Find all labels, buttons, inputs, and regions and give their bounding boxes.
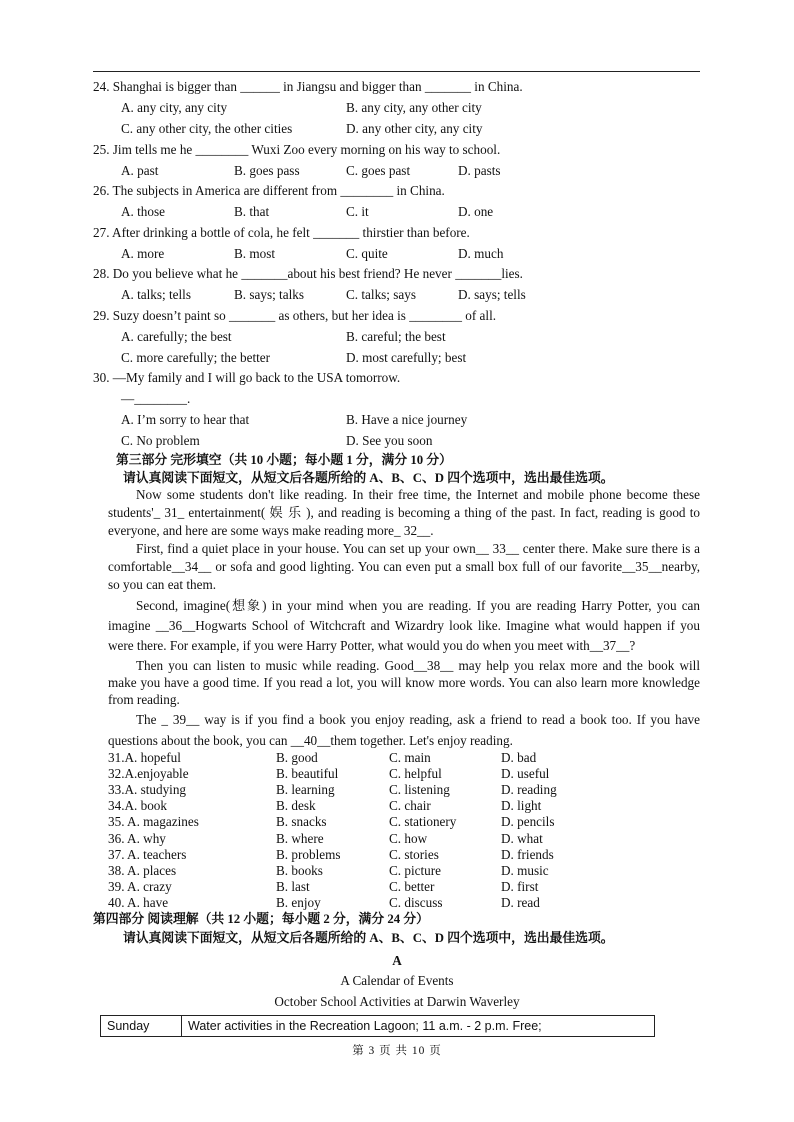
cloze-option: D. light [501,798,542,814]
question-26-option-b: B. that [234,204,270,219]
question-28-option-d: D. says; tells [458,287,526,302]
question-25-option-d: D. pasts [458,163,501,178]
table-row [101,1016,655,1037]
cloze-paragraph-1: Now some students don't like reading. In their free time, the Internet and mobile phone become these students'_ 31_ entertainment( 娱 乐 ), and reading is becoming a thing of the past. In fact, reading is good to everyone, and here are some ways make reading more_ 32__. [108,487,700,538]
question-30-option-c: C. No problem [121,433,200,448]
page-footer: 第 3 页 共 10 页 [352,1045,442,1057]
cloze-option: 40. A. have [108,894,169,910]
cloze-option: 34.A. book [108,798,167,814]
question-26-option-c: C. it [346,204,369,219]
question-24-option-b: B. any city, any other city [346,100,482,115]
passage-label: A [392,953,402,968]
cloze-option: C. main [389,750,431,765]
cloze-option: 39. A. crazy [108,878,172,894]
question-28-option-b: B. says; talks [234,287,304,302]
cloze-paragraph-4: Then you can listen to music while reading. Good__38__ may help you relax more and the book will make you have a good time. If you read a lot, you will know more words. You can also learn more knowledge from reading. [108,658,700,707]
question-30-option-b: B. Have a nice journey [346,412,468,427]
question-25-option-a: A. past [121,163,159,178]
section-4-title: 第四部分 阅读理解（共 12 小题；每小题 2 分，满分 24 分） [93,912,429,926]
question-25-stem: 25. Jim tells me he ________ Wuxi Zoo every morning on his way to school. [93,142,501,157]
question-29-stem: 29. Suzy doesn’t paint so _______ as others, but her idea is ________ of all. [93,308,497,323]
section-3-title: 第三部分 完形填空（共 10 小题；每小题 1 分，满分 10 分） [116,453,452,467]
cloze-option: D. pencils [501,814,555,830]
cloze-option: D. friends [501,846,554,862]
cloze-option: C. how [389,830,428,846]
cloze-option: B. good [276,750,318,765]
question-27-stem: 27. After drinking a bottle of cola, he felt _______ thirstier than before. [93,225,470,240]
cloze-option: D. what [501,830,543,846]
question-27-option-d: D. much [458,246,504,261]
cloze-option: C. picture [389,862,442,878]
cloze-option: C. listening [389,782,450,798]
cloze-option: B. learning [276,782,335,798]
cloze-paragraph-3: Second, imagine(想象) in your mind when you are reading. If you are reading Harry Potter, you can imagine __36__Hogwarts School of Witchcraft and Wizardry look like. Imagine what would happen if you were there. For example, if you were Harry Potter, what would you do when you meet with__37__? [108,598,700,653]
question-24-option-a: A. any city, any city [121,100,228,115]
section-3-instruction: 请认真阅读下面短文，从短文后各题所给的 A、B、C、D 四个选项中，选出最佳选项。 [123,471,614,485]
question-26-option-d: D. one [458,204,494,219]
cloze-option: B. enjoy [276,894,321,910]
events-table [100,1015,655,1037]
cloze-option: D. music [501,862,549,878]
question-27-option-a: A. more [121,246,165,261]
cloze-option: C. discuss [389,894,443,910]
cloze-option: B. books [276,862,323,878]
cloze-option: 33.A. studying [108,782,187,798]
cloze-option: C. stories [389,846,439,862]
cloze-option: C. chair [389,798,431,814]
passage-title: A Calendar of Events [340,973,454,988]
cloze-option: 35. A. magazines [108,814,199,830]
cloze-option: 36. A. why [108,830,166,846]
question-29-option-c: C. more carefully; the better [121,350,271,365]
cloze-option: D. useful [501,766,550,782]
cloze-paragraph-2: First, find a quiet place in your house. You can set up your own__ 33__ center there. Make sure there is a comfortable__34__ or sofa and good lighting. You can even put a small box full of our favorite__35__nearby, so you can eat them. [108,541,700,592]
cloze-option: B. problems [276,846,341,862]
table-cell-day: Sunday [101,1016,182,1037]
cloze-option: 38. A. places [108,862,177,878]
cloze-option: C. helpful [389,766,442,782]
cloze-option: D. bad [501,750,537,765]
question-30-response-blank: —________. [121,391,191,406]
header-rule [93,71,700,72]
question-29-option-b: B. careful; the best [346,329,446,344]
cloze-option: C. stationery [389,814,457,830]
question-29-option-a: A. carefully; the best [121,329,232,344]
cloze-option: D. first [501,878,539,894]
question-28-stem: 28. Do you believe what he _______about his best friend? He never _______lies. [93,266,523,281]
cloze-option: B. beautiful [276,766,339,782]
cloze-paragraph-5: The _ 39__ way is if you find a book you enjoy reading, ask a friend to read a book too. If you have questions about the book, you can __40__them together. Let's enjoy reading. [108,712,700,748]
cloze-option: 32.A.enjoyable [108,766,189,782]
cloze-option: C. better [389,878,435,894]
question-24-stem: 24. Shanghai is bigger than ______ in Jiangsu and bigger than _______ in China. [93,79,523,94]
question-27-option-c: C. quite [346,246,388,261]
question-30-option-d: D. See you soon [346,433,433,448]
cloze-option: B. desk [276,798,316,814]
question-26-option-a: A. those [121,204,165,219]
question-29-option-d: D. most carefully; best [346,350,467,365]
question-30-stem: 30. —My family and I will go back to the USA tomorrow. [93,370,401,385]
cloze-option: B. where [276,830,324,846]
cloze-option: D. read [501,894,540,910]
cloze-option: D. reading [501,782,557,798]
question-25-option-b: B. goes pass [234,163,300,178]
cloze-option: B. snacks [276,814,327,830]
question-24-option-c: C. any other city, the other cities [121,121,293,136]
question-28-option-a: A. talks; tells [121,287,191,302]
section-4-instruction: 请认真阅读下面短文，从短文后各题所给的 A、B、C、D 四个选项中，选出最佳选项。 [123,931,614,945]
question-27-option-b: B. most [234,246,276,261]
question-26-stem: 26. The subjects in America are different from ________ in China. [93,183,445,198]
question-25-option-c: C. goes past [346,163,411,178]
question-30-option-a: A. I’m sorry to hear that [121,412,250,427]
cloze-option: B. last [276,878,310,894]
cloze-option: 37. A. teachers [108,846,187,862]
question-28-option-c: C. talks; says [346,287,416,302]
table-cell-event: Water activities in the Recreation Lagoon; 11 a.m. - 2 p.m. Free; [182,1016,655,1037]
cloze-option: 31.A. hopeful [108,750,181,765]
passage-subtitle: October School Activities at Darwin Waverley [274,994,520,1009]
question-24-option-d: D. any other city, any city [346,121,483,136]
